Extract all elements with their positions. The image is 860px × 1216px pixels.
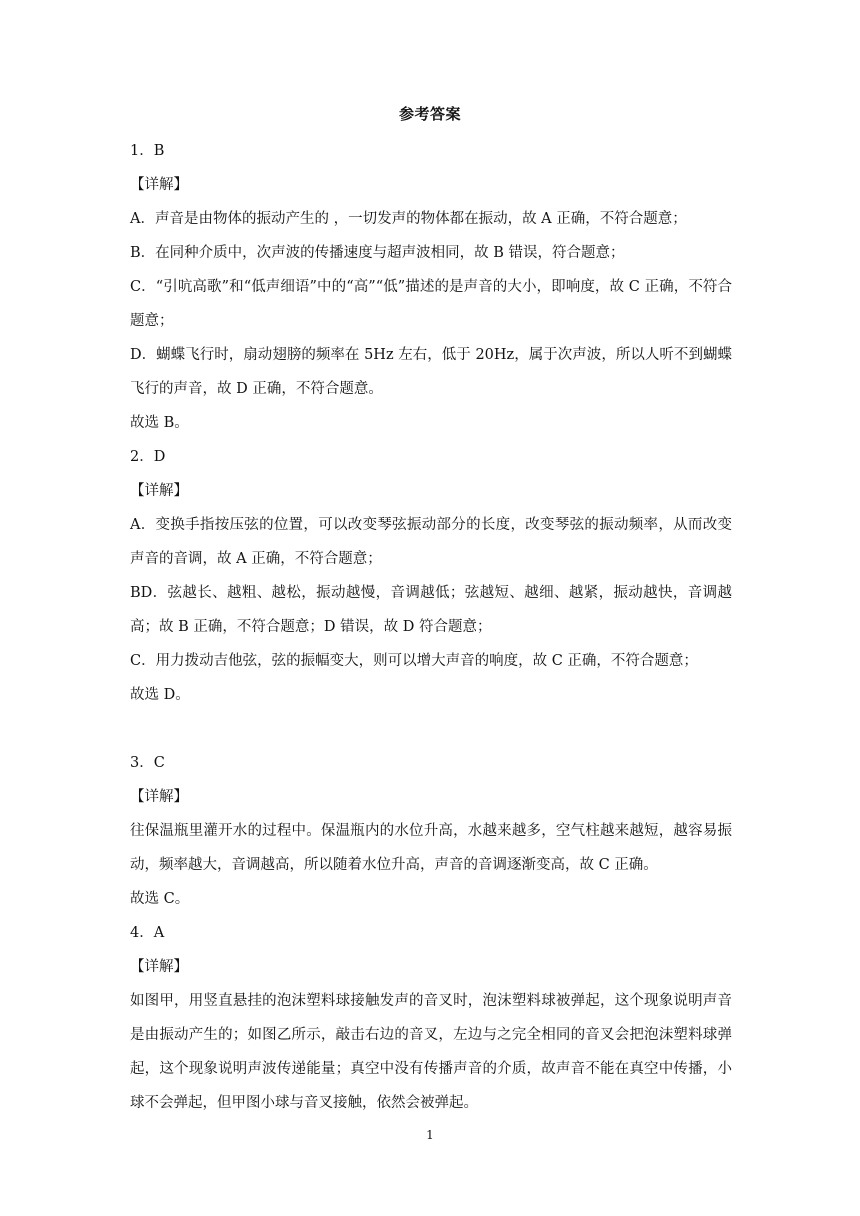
question-2-item-a: A．变换手指按压弦的位置，可以改变琴弦振动部分的长度，改变琴弦的振动频率，从而改变声音的音调，故 A 正确，不符合题意； [130, 517, 732, 567]
question-1-item-a: A．声音是由物体的振动产生的 ，一切发声的物体都在振动，故 A 正确，不符合题意； [130, 211, 687, 227]
question-3-answer: 3．C [130, 755, 165, 771]
question-4-explanation: 如图甲，用竖直悬挂的泡沫塑料球接触发声的音叉时，泡沫塑料球被弹起，这个现象说明声音是由振动产生的；如图乙所示，敲击右边的音叉，左边与之完全相同的音叉会把泡沫塑料球弹起，这个现象说明声波传递能量；真空中没有传播声音的介质，故声音不能在真空中传播，小球不会弹起，但甲图小球与音叉接触，依然会被弹起。 [130, 993, 732, 1111]
question-2-conclusion: 故选 D。 [130, 687, 190, 703]
blank-line [130, 712, 732, 746]
question-4-answer: 4．A [130, 925, 165, 941]
question-3-explanation: 往保温瓶里灌开水的过程中。保温瓶内的水位升高，水越来越多，空气柱越来越短，越容易振动，频率越大，音调越高，所以随着水位升高，声音的音调逐渐变高，故 C 正确。 [130, 823, 732, 873]
question-1-item-d: D．蝴蝶飞行时，扇动翅膀的频率在 5Hz 左右，低于 20Hz，属于次声波，所以人听不到蝴蝶飞行的声音，故 D 正确，不符合题意。 [130, 347, 732, 397]
question-4-detail-label: 【详解】 [130, 959, 188, 975]
question-1-conclusion: 故选 B。 [130, 415, 189, 431]
answer-content [130, 134, 732, 1120]
question-1-answer: 1．B [130, 143, 165, 159]
question-2-item-bd: BD．弦越长、越粗、越松，振动越慢，音调越低；弦越短、越细、越紧，振动越快，音调越高；故 B 正确，不符合题意；D 错误，故 D 符合题意； [130, 585, 732, 635]
question-3-conclusion: 故选 C。 [130, 891, 190, 907]
question-1-detail-label: 【详解】 [130, 177, 188, 193]
question-1-item-b: B．在同种介质中，次声波的传播速度与超声波相同，故 B 错误，符合题意； [130, 245, 625, 261]
question-3-detail-label: 【详解】 [130, 789, 188, 805]
page-number: 1 [426, 1128, 434, 1142]
question-2-detail-label: 【详解】 [130, 483, 188, 499]
question-2-item-c: C．用力拨动吉他弦，弦的振幅变大，则可以增大声音的响度，故 C 正确，不符合题意； [130, 653, 698, 669]
question-2-answer: 2．D [130, 449, 166, 465]
question-1-item-c: C．“引吭高歌”和“低声细语”中的“高”“低”描述的是声音的大小，即响度，故 C 正确，不符合题意； [130, 279, 732, 329]
page-title: 参考答案 [398, 105, 461, 123]
